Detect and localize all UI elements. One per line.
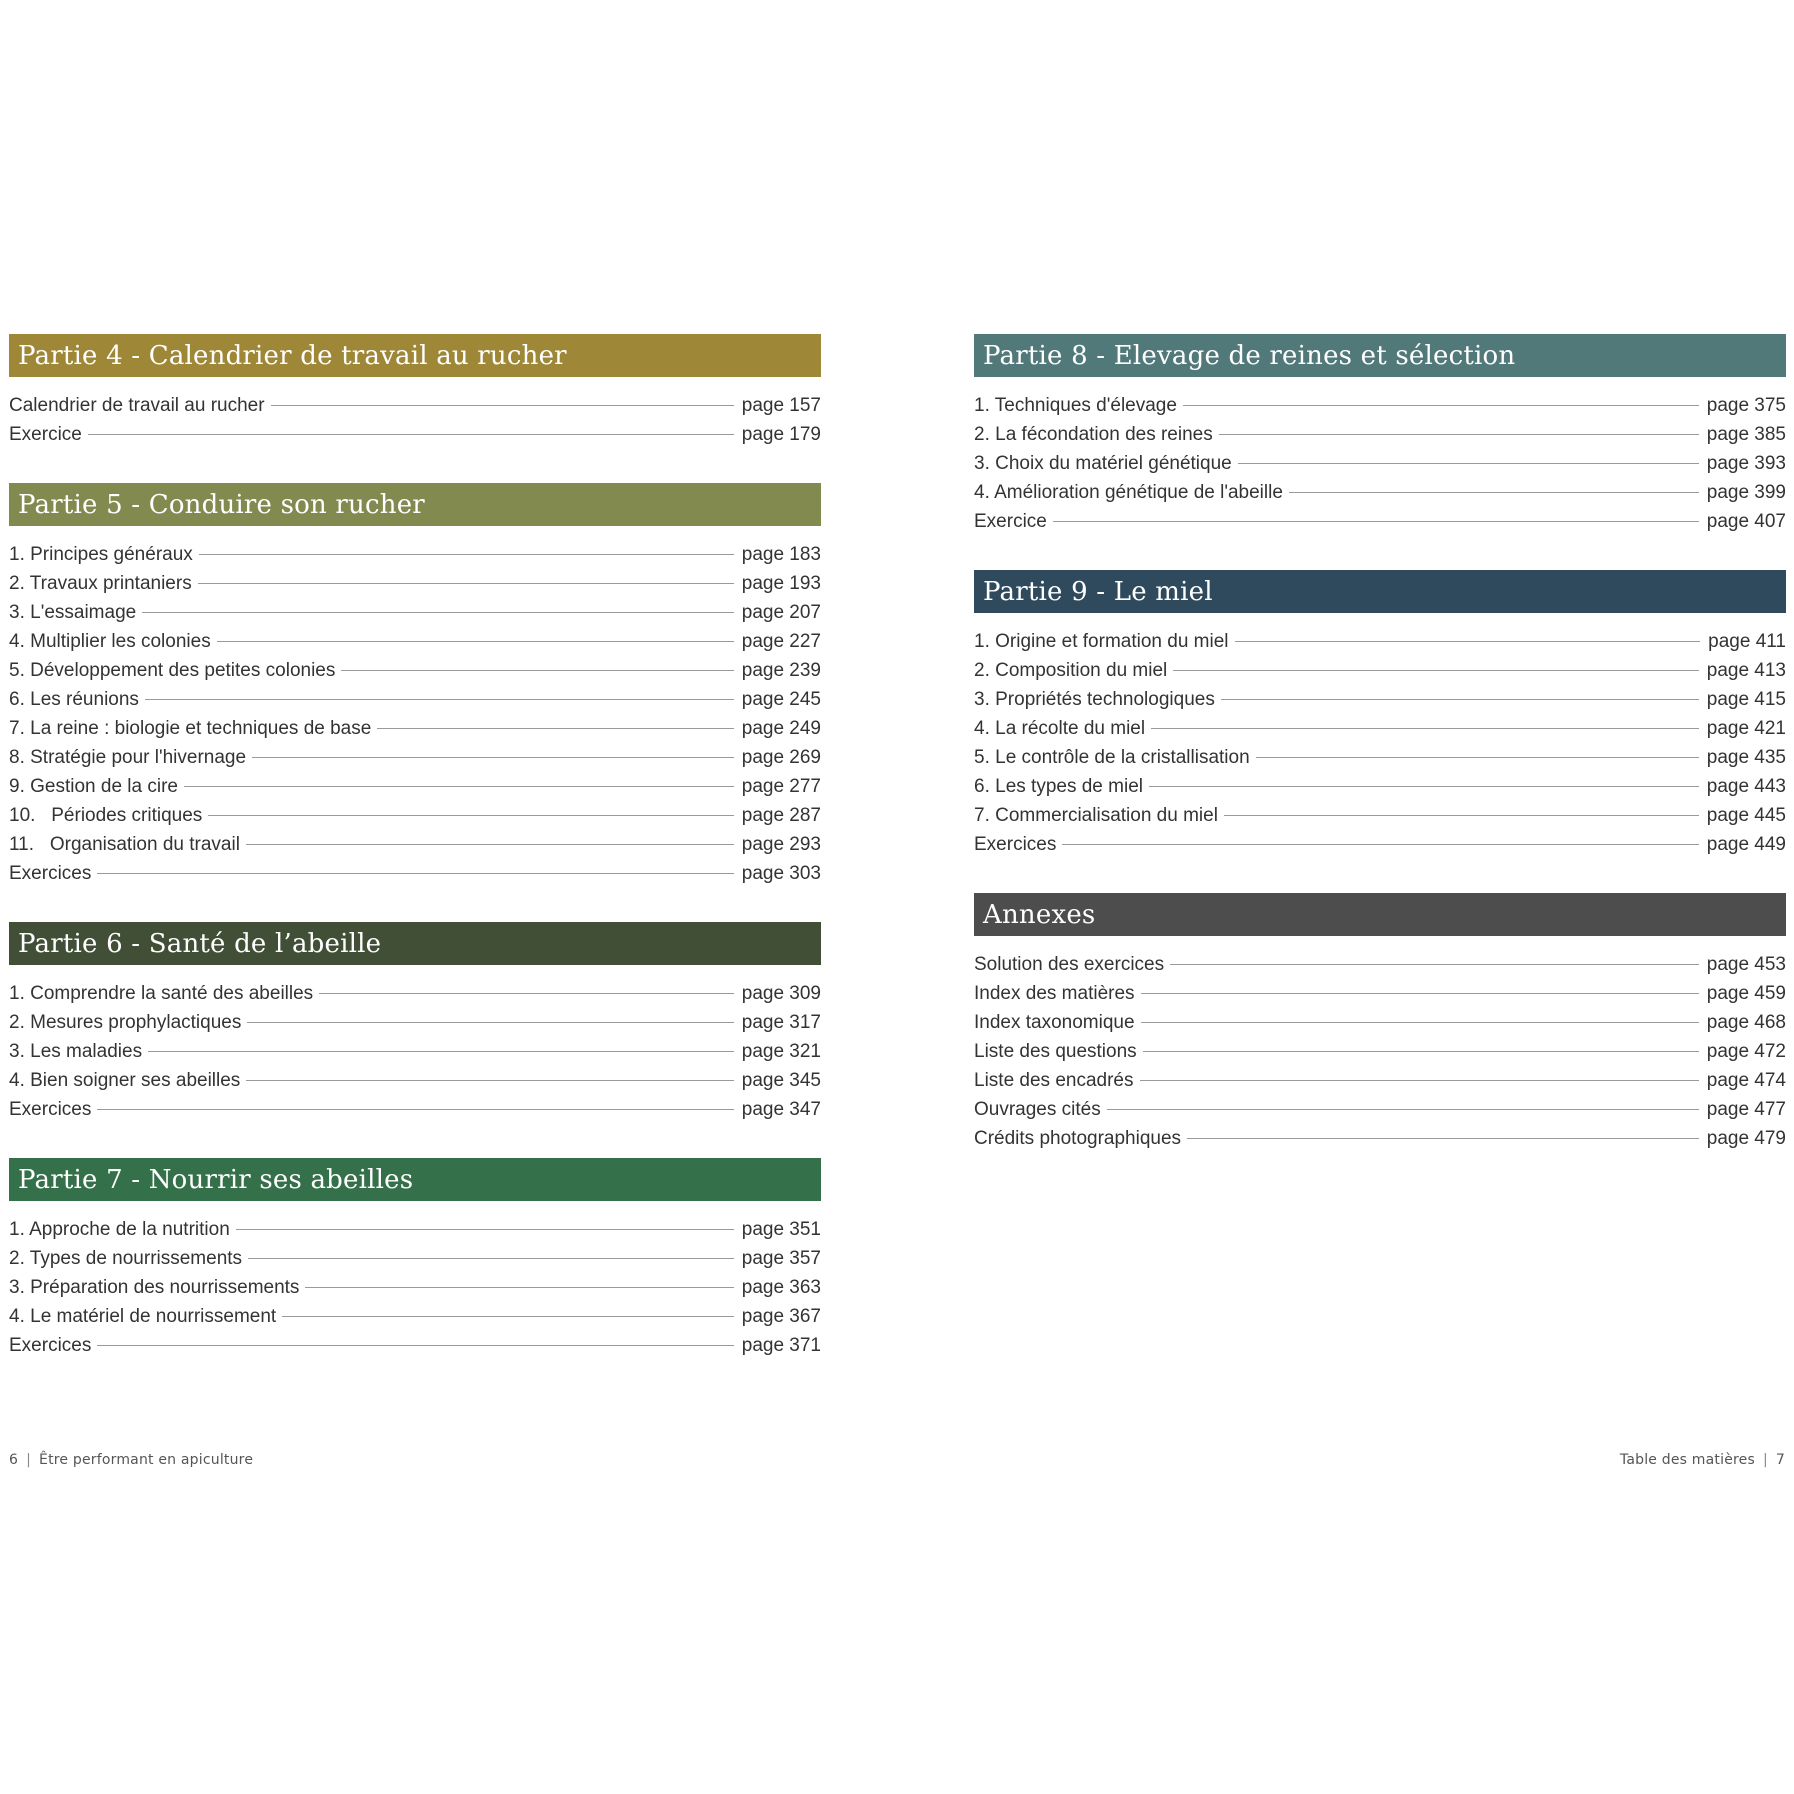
toc-entry-list <box>974 391 1786 536</box>
leader-line <box>208 815 733 816</box>
section-spacer <box>974 859 1786 893</box>
section-header: Partie 7 - Nourrir ses abeilles <box>9 1158 821 1201</box>
toc-entry-label: Exercice <box>9 423 82 445</box>
toc-entry-label: 2. Types de nourrissements <box>9 1247 243 1269</box>
toc-entry-label: 4. Amélioration génétique de l'abeille <box>974 481 1283 503</box>
footer-separator: | <box>26 1452 32 1468</box>
toc-entry-page: page 345 <box>741 1069 821 1091</box>
toc-entry-page: page 277 <box>741 775 821 797</box>
toc-entry[interactable] <box>9 772 821 801</box>
toc-entry[interactable] <box>9 1302 821 1331</box>
leader-line <box>1238 463 1699 464</box>
leader-line <box>319 993 734 994</box>
toc-entry-label: Exercice <box>974 510 1047 532</box>
leader-line <box>282 1316 734 1317</box>
left-page-toc <box>9 334 821 1360</box>
toc-entry[interactable] <box>974 772 1786 801</box>
toc-entry-label: 11. Organisation du travail <box>9 833 240 855</box>
toc-entry[interactable] <box>974 507 1786 536</box>
leader-line <box>271 405 734 406</box>
toc-entry-page: page 287 <box>741 804 821 826</box>
toc-entry-page: page 468 <box>1706 1011 1786 1033</box>
toc-entry-label: 3. Les maladies <box>9 1040 143 1062</box>
toc-entry-page: page 371 <box>741 1334 821 1356</box>
toc-entry-label: 4. Bien soigner ses abeilles <box>9 1069 241 1091</box>
toc-entry-page: page 227 <box>741 630 821 652</box>
toc-entry-page: page 183 <box>741 543 821 565</box>
toc-entry-page: page 367 <box>741 1305 821 1327</box>
toc-section <box>974 893 1786 1153</box>
leader-line <box>217 641 734 642</box>
toc-entry-page: page 474 <box>1706 1069 1786 1091</box>
leader-line <box>142 612 734 613</box>
toc-entry-list <box>974 627 1786 859</box>
toc-entry-label: 2. Mesures prophylactiques <box>9 1011 242 1033</box>
leader-line <box>97 873 733 874</box>
toc-section <box>9 922 821 1124</box>
leader-line <box>88 434 734 435</box>
toc-entry[interactable] <box>974 801 1786 830</box>
leader-line <box>1187 1138 1699 1139</box>
leader-line <box>341 670 733 671</box>
toc-entry-label: 3. L'essaimage <box>9 601 137 623</box>
toc-entry[interactable] <box>9 1273 821 1302</box>
toc-section <box>974 570 1786 859</box>
section-spacer <box>974 536 1786 570</box>
toc-entry-label: 4. Le matériel de nourrissement <box>9 1305 277 1327</box>
toc-entry-label: 7. Commercialisation du miel <box>974 804 1218 826</box>
toc-entry[interactable] <box>9 979 821 1008</box>
toc-entry[interactable] <box>9 685 821 714</box>
toc-entry-list <box>9 540 821 888</box>
leader-line <box>97 1109 733 1110</box>
toc-entry-page: page 477 <box>1706 1098 1786 1120</box>
page-number-right: 7 <box>1775 1452 1785 1468</box>
toc-entry-page: page 239 <box>741 659 821 681</box>
leader-line <box>1289 492 1699 493</box>
toc-entry-list <box>974 950 1786 1153</box>
leader-line <box>1053 521 1699 522</box>
toc-entry[interactable] <box>974 478 1786 507</box>
toc-entry[interactable] <box>9 420 821 449</box>
toc-entry[interactable] <box>974 1066 1786 1095</box>
toc-entry-label: 2. Travaux printaniers <box>9 572 192 594</box>
toc-entry-label: Crédits photographiques <box>974 1127 1182 1149</box>
toc-entry-label: 3. Choix du matériel génétique <box>974 452 1232 474</box>
section-header: Partie 4 - Calendrier de travail au rucher <box>9 334 821 377</box>
toc-entry-page: page 375 <box>1706 394 1786 416</box>
toc-entry-label: 2. Composition du miel <box>974 659 1168 681</box>
toc-entry-label: 1. Origine et formation du miel <box>974 630 1229 652</box>
leader-line <box>1170 964 1699 965</box>
toc-entry-page: page 245 <box>741 688 821 710</box>
toc-entry-label: Index des matières <box>974 982 1135 1004</box>
toc-entry-label: 7. La reine : biologie et techniques de base <box>9 717 372 739</box>
toc-entry[interactable] <box>974 420 1786 449</box>
leader-line <box>246 1080 733 1081</box>
toc-entry-page: page 445 <box>1706 804 1786 826</box>
leader-line <box>1221 699 1699 700</box>
section-header: Partie 5 - Conduire son rucher <box>9 483 821 526</box>
toc-entry[interactable] <box>974 714 1786 743</box>
toc-section <box>9 1158 821 1360</box>
toc-entry-page: page 347 <box>741 1098 821 1120</box>
toc-entry-label: Exercices <box>9 1334 92 1356</box>
toc-entry-label: Liste des encadrés <box>974 1069 1134 1091</box>
leader-line <box>1141 993 1699 994</box>
section-spacer <box>9 449 821 483</box>
toc-entry-label: Calendrier de travail au rucher <box>9 394 265 416</box>
toc-entry-label: 3. Propriétés technologiques <box>974 688 1215 710</box>
toc-entry-label: 9. Gestion de la cire <box>9 775 178 797</box>
toc-entry[interactable] <box>9 656 821 685</box>
toc-entry[interactable] <box>974 1124 1786 1153</box>
chapter-title: Table des matières <box>1619 1452 1755 1468</box>
section-header: Partie 6 - Santé de l’abeille <box>9 922 821 965</box>
toc-entry-list <box>9 391 821 449</box>
leader-line <box>145 699 734 700</box>
toc-entry-page: page 479 <box>1706 1127 1786 1149</box>
toc-entry[interactable] <box>9 1095 821 1124</box>
leader-line <box>148 1051 734 1052</box>
toc-entry-page: page 309 <box>741 982 821 1004</box>
book-title: Être performant en apiculture <box>39 1452 254 1468</box>
toc-entry-page: page 303 <box>741 862 821 884</box>
toc-entry[interactable] <box>9 1037 821 1066</box>
toc-entry[interactable] <box>9 540 821 569</box>
toc-entry-label: 1. Approche de la nutrition <box>9 1218 230 1240</box>
section-header: Annexes <box>974 893 1786 936</box>
toc-entry[interactable] <box>9 1066 821 1095</box>
toc-entry-page: page 393 <box>1706 452 1786 474</box>
footer-right <box>1620 1452 1785 1468</box>
toc-entry[interactable] <box>974 1037 1786 1066</box>
toc-entry-label: 6. Les types de miel <box>974 775 1143 797</box>
toc-entry-label: 1. Techniques d'élevage <box>974 394 1177 416</box>
leader-line <box>1140 1080 1699 1081</box>
toc-entry-page: page 351 <box>741 1218 821 1240</box>
section-spacer <box>9 888 821 922</box>
toc-section <box>9 483 821 888</box>
toc-entry-page: page 411 <box>1708 630 1786 652</box>
toc-entry-page: page 407 <box>1706 510 1786 532</box>
toc-entry[interactable] <box>9 569 821 598</box>
toc-entry-page: page 357 <box>741 1247 821 1269</box>
toc-entry-label: 3. Préparation des nourrissements <box>9 1276 300 1298</box>
leader-line <box>305 1287 733 1288</box>
toc-entry-page: page 443 <box>1706 775 1786 797</box>
leader-line <box>1235 641 1701 642</box>
leader-line <box>246 844 734 845</box>
page-number-left: 6 <box>9 1452 19 1468</box>
toc-entry-page: page 415 <box>1706 688 1786 710</box>
toc-entry-page: page 453 <box>1706 953 1786 975</box>
toc-entry[interactable] <box>9 1215 821 1244</box>
toc-entry-label: 1. Comprendre la santé des abeilles <box>9 982 314 1004</box>
leader-line <box>1173 670 1698 671</box>
toc-entry[interactable] <box>974 830 1786 859</box>
footer-left <box>9 1452 253 1468</box>
leader-line <box>236 1229 734 1230</box>
toc-entry-label: Exercices <box>9 1098 92 1120</box>
leader-line <box>247 1022 733 1023</box>
toc-section <box>9 334 821 449</box>
toc-entry-page: page 435 <box>1706 746 1786 768</box>
leader-line <box>248 1258 734 1259</box>
toc-entry[interactable] <box>9 743 821 772</box>
toc-entry[interactable] <box>9 1244 821 1273</box>
toc-entry-page: page 249 <box>741 717 821 739</box>
leader-line <box>1183 405 1699 406</box>
leader-line <box>198 583 734 584</box>
toc-entry-list <box>9 1215 821 1360</box>
toc-entry-page: page 293 <box>741 833 821 855</box>
toc-entry-label: 4. Multiplier les colonies <box>9 630 211 652</box>
section-header: Partie 8 - Elevage de reines et sélection <box>974 334 1786 377</box>
toc-entry-label: 4. La récolte du miel <box>974 717 1146 739</box>
toc-entry-label: 5. Développement des petites colonies <box>9 659 336 681</box>
toc-entry-page: page 472 <box>1706 1040 1786 1062</box>
toc-entry-page: page 317 <box>741 1011 821 1033</box>
right-page-toc <box>974 334 1786 1153</box>
toc-entry[interactable] <box>9 714 821 743</box>
toc-entry-label: 2. La fécondation des reines <box>974 423 1213 445</box>
toc-entry[interactable] <box>9 830 821 859</box>
toc-entry[interactable] <box>974 449 1786 478</box>
toc-entry[interactable] <box>974 743 1786 772</box>
toc-entry-label: 5. Le contrôle de la cristallisation <box>974 746 1250 768</box>
toc-entry-label: 6. Les réunions <box>9 688 139 710</box>
toc-entry[interactable] <box>974 391 1786 420</box>
toc-entry[interactable] <box>9 598 821 627</box>
footer-separator: | <box>1762 1452 1768 1468</box>
leader-line <box>184 786 734 787</box>
toc-entry-page: page 179 <box>741 423 821 445</box>
toc-entry-page: page 449 <box>1706 833 1786 855</box>
leader-line <box>199 554 734 555</box>
toc-entry-page: page 413 <box>1706 659 1786 681</box>
toc-entry[interactable] <box>9 391 821 420</box>
toc-entry-page: page 399 <box>1706 481 1786 503</box>
toc-entry[interactable] <box>9 627 821 656</box>
section-header: Partie 9 - Le miel <box>974 570 1786 613</box>
toc-entry-label: 10. Périodes critiques <box>9 804 203 826</box>
toc-entry-page: page 207 <box>741 601 821 623</box>
toc-entry-label: Exercices <box>974 833 1057 855</box>
toc-entry[interactable] <box>974 950 1786 979</box>
leader-line <box>1149 786 1699 787</box>
toc-entry-label: Liste des questions <box>974 1040 1137 1062</box>
toc-entry-page: page 157 <box>741 394 821 416</box>
leader-line <box>377 728 733 729</box>
toc-entry-page: page 385 <box>1706 423 1786 445</box>
leader-line <box>1143 1051 1699 1052</box>
leader-line <box>1256 757 1699 758</box>
toc-entry[interactable] <box>9 801 821 830</box>
leader-line <box>1107 1109 1699 1110</box>
toc-entry-page: page 193 <box>741 572 821 594</box>
leader-line <box>1219 434 1699 435</box>
toc-entry[interactable] <box>974 1008 1786 1037</box>
toc-entry-label: Ouvrages cités <box>974 1098 1101 1120</box>
toc-entry[interactable] <box>9 859 821 888</box>
leader-line <box>1224 815 1699 816</box>
toc-entry-page: page 421 <box>1706 717 1786 739</box>
toc-entry-page: page 321 <box>741 1040 821 1062</box>
toc-entry-label: 1. Principes généraux <box>9 543 193 565</box>
toc-entry-label: Index taxonomique <box>974 1011 1135 1033</box>
toc-entry[interactable] <box>974 1095 1786 1124</box>
toc-entry[interactable] <box>974 685 1786 714</box>
toc-entry-list <box>9 979 821 1124</box>
leader-line <box>252 757 734 758</box>
toc-entry-label: Exercices <box>9 862 92 884</box>
toc-entry-label: Solution des exercices <box>974 953 1165 975</box>
toc-entry-page: page 269 <box>741 746 821 768</box>
toc-entry-page: page 363 <box>741 1276 821 1298</box>
toc-entry-page: page 459 <box>1706 982 1786 1004</box>
leader-line <box>1062 844 1698 845</box>
toc-entry-label: 8. Stratégie pour l'hivernage <box>9 746 247 768</box>
leader-line <box>1141 1022 1699 1023</box>
toc-entry[interactable] <box>974 627 1786 656</box>
toc-entry[interactable] <box>974 656 1786 685</box>
leader-line <box>1151 728 1699 729</box>
toc-section <box>974 334 1786 536</box>
toc-entry[interactable] <box>9 1331 821 1360</box>
leader-line <box>97 1345 733 1346</box>
section-spacer <box>9 1124 821 1158</box>
toc-entry[interactable] <box>974 979 1786 1008</box>
toc-entry[interactable] <box>9 1008 821 1037</box>
